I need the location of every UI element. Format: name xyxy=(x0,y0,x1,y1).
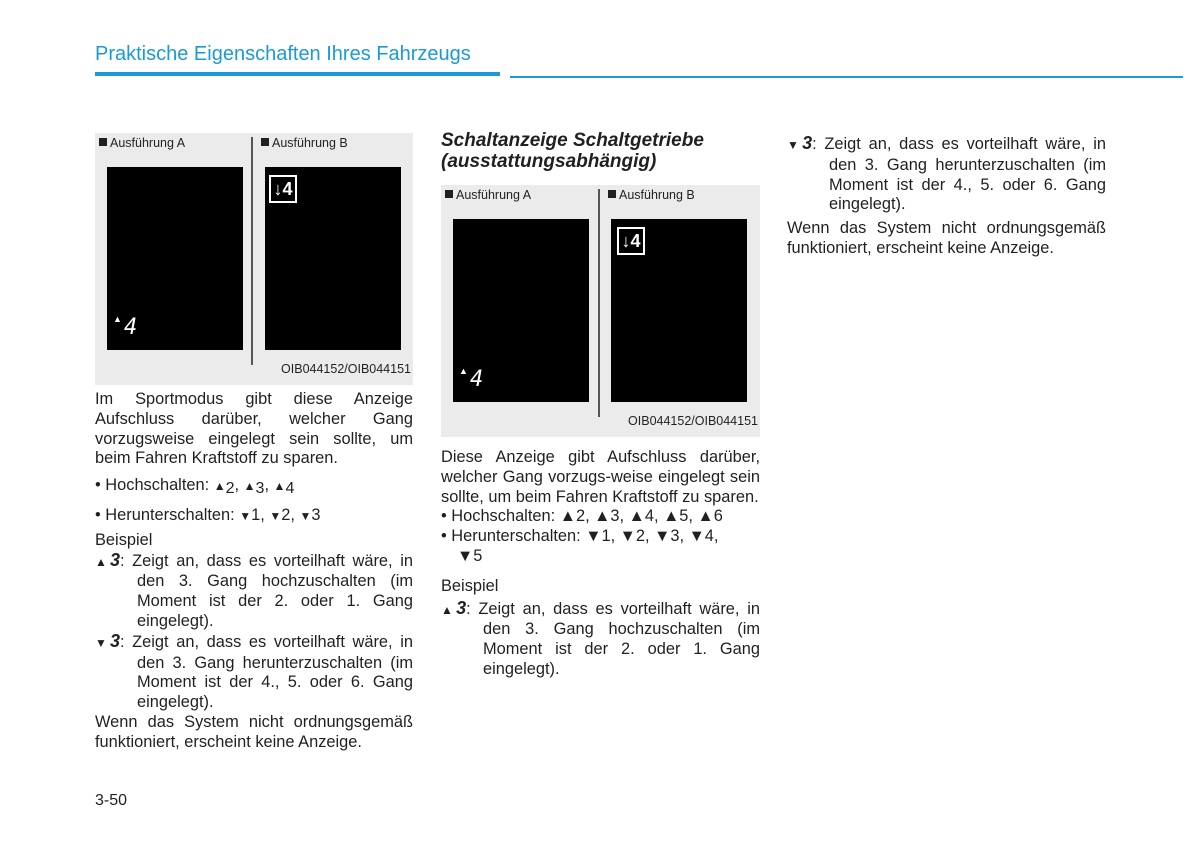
square-bullet-icon xyxy=(99,138,107,146)
gear-up-4-icon: ▲ xyxy=(459,366,468,377)
figure-label-b: Ausführung B xyxy=(261,134,348,154)
square-bullet-icon xyxy=(445,190,453,198)
malfunction-note: Wenn das System nicht ordnungsgemäß funktioniert, erscheint keine Anzeige. xyxy=(787,219,1106,257)
downshift-bullet: • Herunterschalten: ▼1, ▼2, ▼3 xyxy=(95,505,321,524)
display-screen-a xyxy=(453,219,589,402)
gear-up-4-icon: ▲ xyxy=(113,314,122,325)
up-triangle-icon: ▲ xyxy=(213,479,226,494)
down-triangle-icon: ▼ xyxy=(269,508,282,523)
figure-divider xyxy=(251,137,253,365)
example-label: Beispiel xyxy=(441,576,499,595)
up-gear-3-icon: ▲3 xyxy=(95,549,120,570)
intro-paragraph: Diese Anzeige gibt Aufschluss darüber, welcher Gang vorzugs-weise eingelegt sein sollte, um beim Fahren Kraftstoff zu sparen. xyxy=(441,448,760,506)
up-triangle-icon: ▲ xyxy=(273,479,286,494)
page-title: Praktische Eigenschaften Ihres Fahrzeugs xyxy=(95,43,471,65)
intro-paragraph: Im Sportmodus gibt diese Anzeige Aufschluss darüber, welcher Gang vorzugsweise eingelegt sein sollte, um beim Fahren Kraftstoff zu sparen. xyxy=(95,390,413,468)
example-downshift: ▼3: Zeigt an, dass es vorteilhaft wäre, in den 3. Gang herunterzuschalten (im Moment ist der 4., 5. oder 6. Gang eingelegt). xyxy=(95,630,413,712)
figure-label-b: Ausführung B xyxy=(608,186,695,206)
figure-label-a: Ausführung A xyxy=(445,186,531,206)
upshift-bullet: • Hochschalten: ▲2, ▲3, ▲4 xyxy=(95,476,295,498)
section-title: Schaltanzeige Schaltgetriebe (ausstattungsabhängig) xyxy=(441,130,704,172)
display-screen-b xyxy=(265,167,401,350)
gear-indicator-figure xyxy=(95,133,413,385)
malfunction-note: Wenn das System nicht ordnungsgemäß funktioniert, erscheint keine Anzeige. xyxy=(95,712,413,751)
gear-down-4-icon: ↓4 xyxy=(269,175,297,203)
gear-number-4-icon: 4 xyxy=(124,315,138,341)
column-right xyxy=(787,134,1106,259)
down-triangle-icon: ▼ xyxy=(299,508,312,523)
example-downshift: ▼3: Zeigt an, dass es vorteilhaft wäre, in den 3. Gang herunterzuschalten (im Moment ist der 4., 5. oder 6. Gang eingelegt). xyxy=(787,133,1106,214)
up-triangle-icon: ▲ xyxy=(243,479,256,494)
down-gear-3-icon: ▼3 xyxy=(95,630,120,651)
gear-indicator-figure-2 xyxy=(441,185,760,437)
figure-code: OIB044152/OIB044151 xyxy=(628,414,758,429)
figure-code: OIB044152/OIB044151 xyxy=(281,362,411,377)
display-screen-a xyxy=(107,167,243,350)
example-upshift: ▲3: Zeigt an, dass es vorteilhaft wäre, in den 3. Gang hochzuschalten (im Moment ist der 2. oder 1. Gang eingelegt). xyxy=(441,597,760,678)
header-rule-thick xyxy=(95,72,500,76)
gear-down-4-icon: ↓4 xyxy=(617,227,645,255)
up-gear-3-icon: ▲3 xyxy=(441,597,467,618)
upshift-bullet: • Hochschalten: ▲2, ▲3, ▲4, ▲5, ▲6 xyxy=(441,507,723,526)
gear-number-4-icon: 4 xyxy=(470,367,484,393)
page-number: 3-50 xyxy=(95,792,128,809)
square-bullet-icon xyxy=(608,190,616,198)
display-screen-b xyxy=(611,219,747,402)
example-label: Beispiel xyxy=(95,530,153,549)
example-upshift: ▲3: Zeigt an, dass es vorteilhaft wäre, in den 3. Gang hochzuschalten (im Moment ist der 2. oder 1. Gang eingelegt). xyxy=(95,549,413,630)
down-triangle-icon: ▼ xyxy=(239,508,252,523)
square-bullet-icon xyxy=(261,138,269,146)
figure-label-a: Ausführung A xyxy=(99,134,185,154)
downshift-bullet: • Herunterschalten: ▼1, ▼2, ▼3, ▼4, ▼5 xyxy=(441,527,719,565)
figure-divider xyxy=(598,189,600,417)
column-left xyxy=(95,133,413,753)
header-rule-thin xyxy=(510,76,1183,78)
column-middle xyxy=(441,130,760,680)
down-gear-3-icon: ▼3 xyxy=(787,133,813,153)
